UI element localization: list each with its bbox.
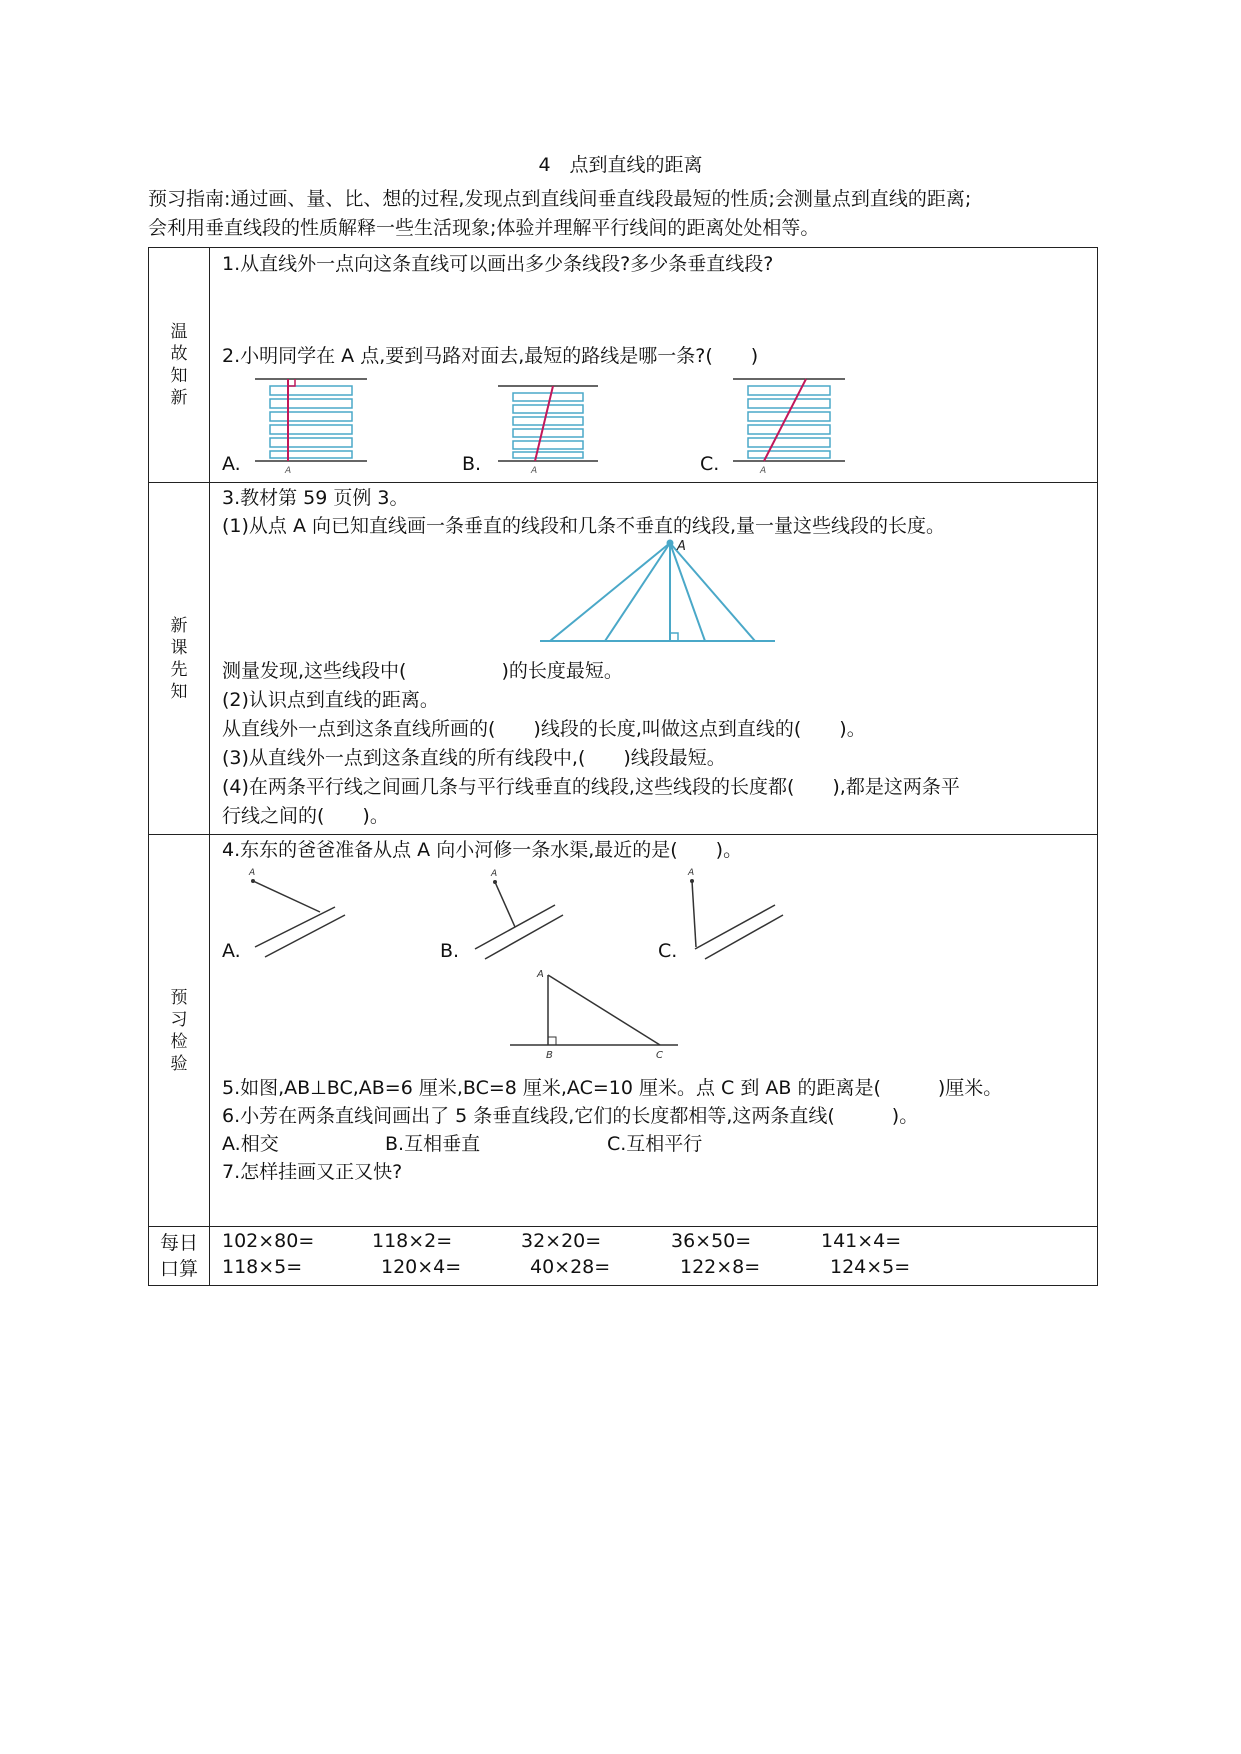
question-4: 4.东东的爸爸准备从点 A 向小河修一条水渠,最近的是( )。: [222, 839, 743, 861]
review-cell: [210, 248, 1097, 482]
section-review-label: 温故知新: [170, 322, 188, 408]
section-check-label: 预习检验: [170, 987, 188, 1074]
option-a-label: A.: [222, 453, 241, 475]
section-check: [149, 835, 210, 1227]
canal-b-point-label: A: [491, 869, 498, 879]
canal-figure-c: [680, 867, 790, 967]
option-b-label: B.: [462, 453, 482, 475]
q4-option-a-label: A.: [222, 940, 241, 962]
triangle-vertex-a: A: [537, 969, 544, 980]
right-triangle-figure: [510, 965, 680, 1065]
section-new: [149, 483, 210, 835]
oral-arithmetic-cell: [210, 1227, 1097, 1285]
new-lesson-cell: [210, 483, 1097, 834]
canal-figure-a: [240, 867, 350, 967]
preview-guide: [148, 185, 1098, 243]
triangle-vertex-c: C: [656, 1050, 663, 1061]
question-6: 6.小芳在两条直线间画出了 5 条垂直线段,它们的长度都相等,这两条直线( )。: [222, 1105, 919, 1127]
q6-option-c: C.互相平行: [607, 1133, 703, 1155]
oral-item: 120×4=: [381, 1256, 462, 1278]
oral-item: 40×28=: [530, 1256, 611, 1278]
oral-item: 141×4=: [821, 1230, 902, 1252]
section-daily: [149, 1227, 210, 1286]
section-new-label: 新课先知: [170, 615, 188, 702]
check-cell: [210, 835, 1097, 1226]
q6-option-b: B.互相垂直: [385, 1133, 481, 1155]
q3-part-2: (2)认识点到直线的距离。: [222, 689, 439, 711]
question-3: 3.教材第 59 页例 3。: [222, 487, 409, 509]
oral-item: 122×8=: [680, 1256, 761, 1278]
triangle-vertex-b: B: [546, 1050, 553, 1061]
road-figure-a: [250, 376, 370, 476]
road-figure-c: [728, 376, 848, 476]
q3-part-4-line-2: 行线之间的( )。: [222, 805, 389, 827]
q4-option-b-label: B.: [440, 940, 460, 962]
option-c-label: C.: [700, 453, 720, 475]
q3-part-2-definition: 从直线外一点到这条直线所画的( )线段的长度,叫做这点到直线的( )。: [222, 718, 866, 740]
guide-line-1: 预习指南:通过画、量、比、想的过程,发现点到直线间垂直线段最短的性质;会测量点到直线的距离;: [148, 188, 972, 210]
question-7: 7.怎样挂画又正又快?: [222, 1161, 403, 1183]
canal-a-point-label: A: [249, 868, 256, 878]
question-5: 5.如图,AB⊥BC,AB=6 厘米,BC=8 厘米,AC=10 厘米。点 C 到 AB 的距离是( )厘米。: [222, 1077, 1003, 1099]
oral-item: 118×5=: [222, 1256, 303, 1278]
section-review: [149, 248, 210, 483]
worksheet-table: [148, 247, 1098, 1286]
q6-option-a: A.相交: [222, 1133, 279, 1155]
q4-option-c-label: C.: [658, 940, 678, 962]
oral-item: 36×50=: [671, 1230, 752, 1252]
point-a-label-fig-a: A: [285, 466, 292, 476]
q3-part-3: (3)从直线外一点到这条直线的所有线段中,( )线段最短。: [222, 747, 726, 769]
question-1: 1.从直线外一点向这条直线可以画出多少条线段?多少条垂直线段?: [222, 253, 774, 275]
road-figure-b: [493, 383, 603, 478]
point-a-label-fig-b: A: [531, 466, 538, 476]
q3-part-4-line-1: (4)在两条平行线之间画几条与平行线垂直的线段,这些线段的长度都( ),都是这两条平: [222, 776, 960, 798]
canal-figure-b: [455, 867, 565, 967]
oral-item: 118×2=: [372, 1230, 453, 1252]
question-2: 2.小明同学在 A 点,要到马路对面去,最短的路线是哪一条?( ): [222, 345, 759, 367]
point-a-label-fig-c: A: [760, 466, 767, 476]
canal-c-point-label: A: [688, 868, 695, 878]
oral-item: 124×5=: [830, 1256, 911, 1278]
q3-part-1: (1)从点 A 向已知直线画一条垂直的线段和几条不垂直的线段,量一量这些线段的长度。: [222, 515, 946, 537]
oral-item: 102×80=: [222, 1230, 315, 1252]
oral-item: 32×20=: [521, 1230, 602, 1252]
segments-figure: [540, 538, 780, 648]
page-title: 4 点到直线的距离: [538, 154, 703, 176]
segments-point-a-label: A: [677, 539, 686, 554]
guide-line-2: 会利用垂直线段的性质解释一些生活现象;体验并理解平行线间的距离处处相等。: [148, 217, 820, 239]
section-daily-label: 每日口算: [159, 1232, 198, 1280]
q3-finding: 测量发现,这些线段中( )的长度最短。: [222, 660, 623, 682]
